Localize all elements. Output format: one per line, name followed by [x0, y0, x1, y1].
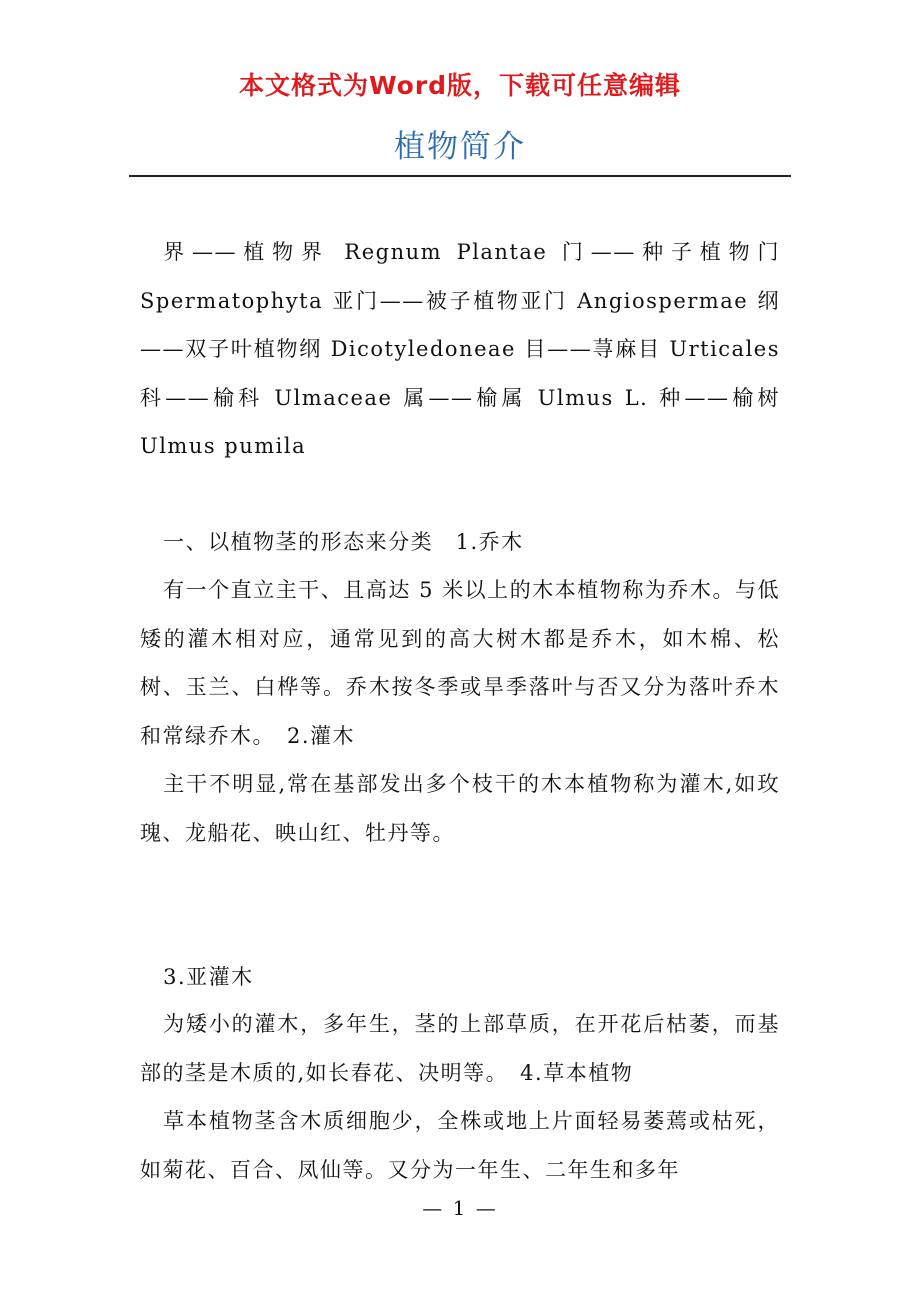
tree-text: 有一个直立主干、且高达 5 米以上的木本植物称为乔木。与低矮的灌木相对应，通常见到的高大树木都是乔木，如木棉、松树、玉兰、白桦等。乔木按冬季或旱季落叶与否又分为落叶乔木和常绿乔木。 2.灌木 [140, 578, 780, 748]
subshrub-text: 为矮小的灌木，多年生，茎的上部草质，在开花后枯萎，而基部的茎是木质的,如长春花、决明等。 4.草本植物 [140, 1012, 780, 1085]
subshrub-paragraph [140, 1000, 780, 1097]
title-divider [129, 175, 791, 177]
tree-paragraph [140, 566, 780, 760]
shrub-paragraph [140, 760, 780, 857]
page-title: 植物简介 [394, 129, 526, 165]
format-banner: 本文格式为Word版，下载可任意编辑 [238, 71, 682, 100]
taxonomy-paragraph [140, 228, 780, 471]
page-number: — 1 — [422, 1196, 498, 1220]
subshrub-heading [140, 953, 780, 1002]
classification-heading [140, 518, 780, 567]
subshrub-heading-text: 3.亚灌木 [163, 965, 254, 989]
classification-heading-text: 一、以植物茎的形态来分类 1.乔木 [163, 530, 524, 554]
taxonomy-text: 界——植物界 Regnum Plantae 门——种子植物门 Spermatophyta 亚门——被子植物亚门 Angiospermae 纲——双子叶植物纲 Dicotyledoneae 目——荨麻目 Urticales 科——榆科 Ulmaceae 属——榆属 Ulmus L. 种——榆树 Ulmus pumila [140, 240, 780, 458]
herb-text: 草本植物茎含木质细胞少，全株或地上片面轻易萎蔫或枯死，如菊花、百合、凤仙等。又分为一年生、二年生和多年 [140, 1109, 780, 1182]
herb-paragraph [140, 1097, 780, 1194]
shrub-text: 主干不明显,常在基部发出多个枝干的木本植物称为灌木,如玫瑰、龙船花、映山红、牡丹等。 [140, 772, 780, 845]
